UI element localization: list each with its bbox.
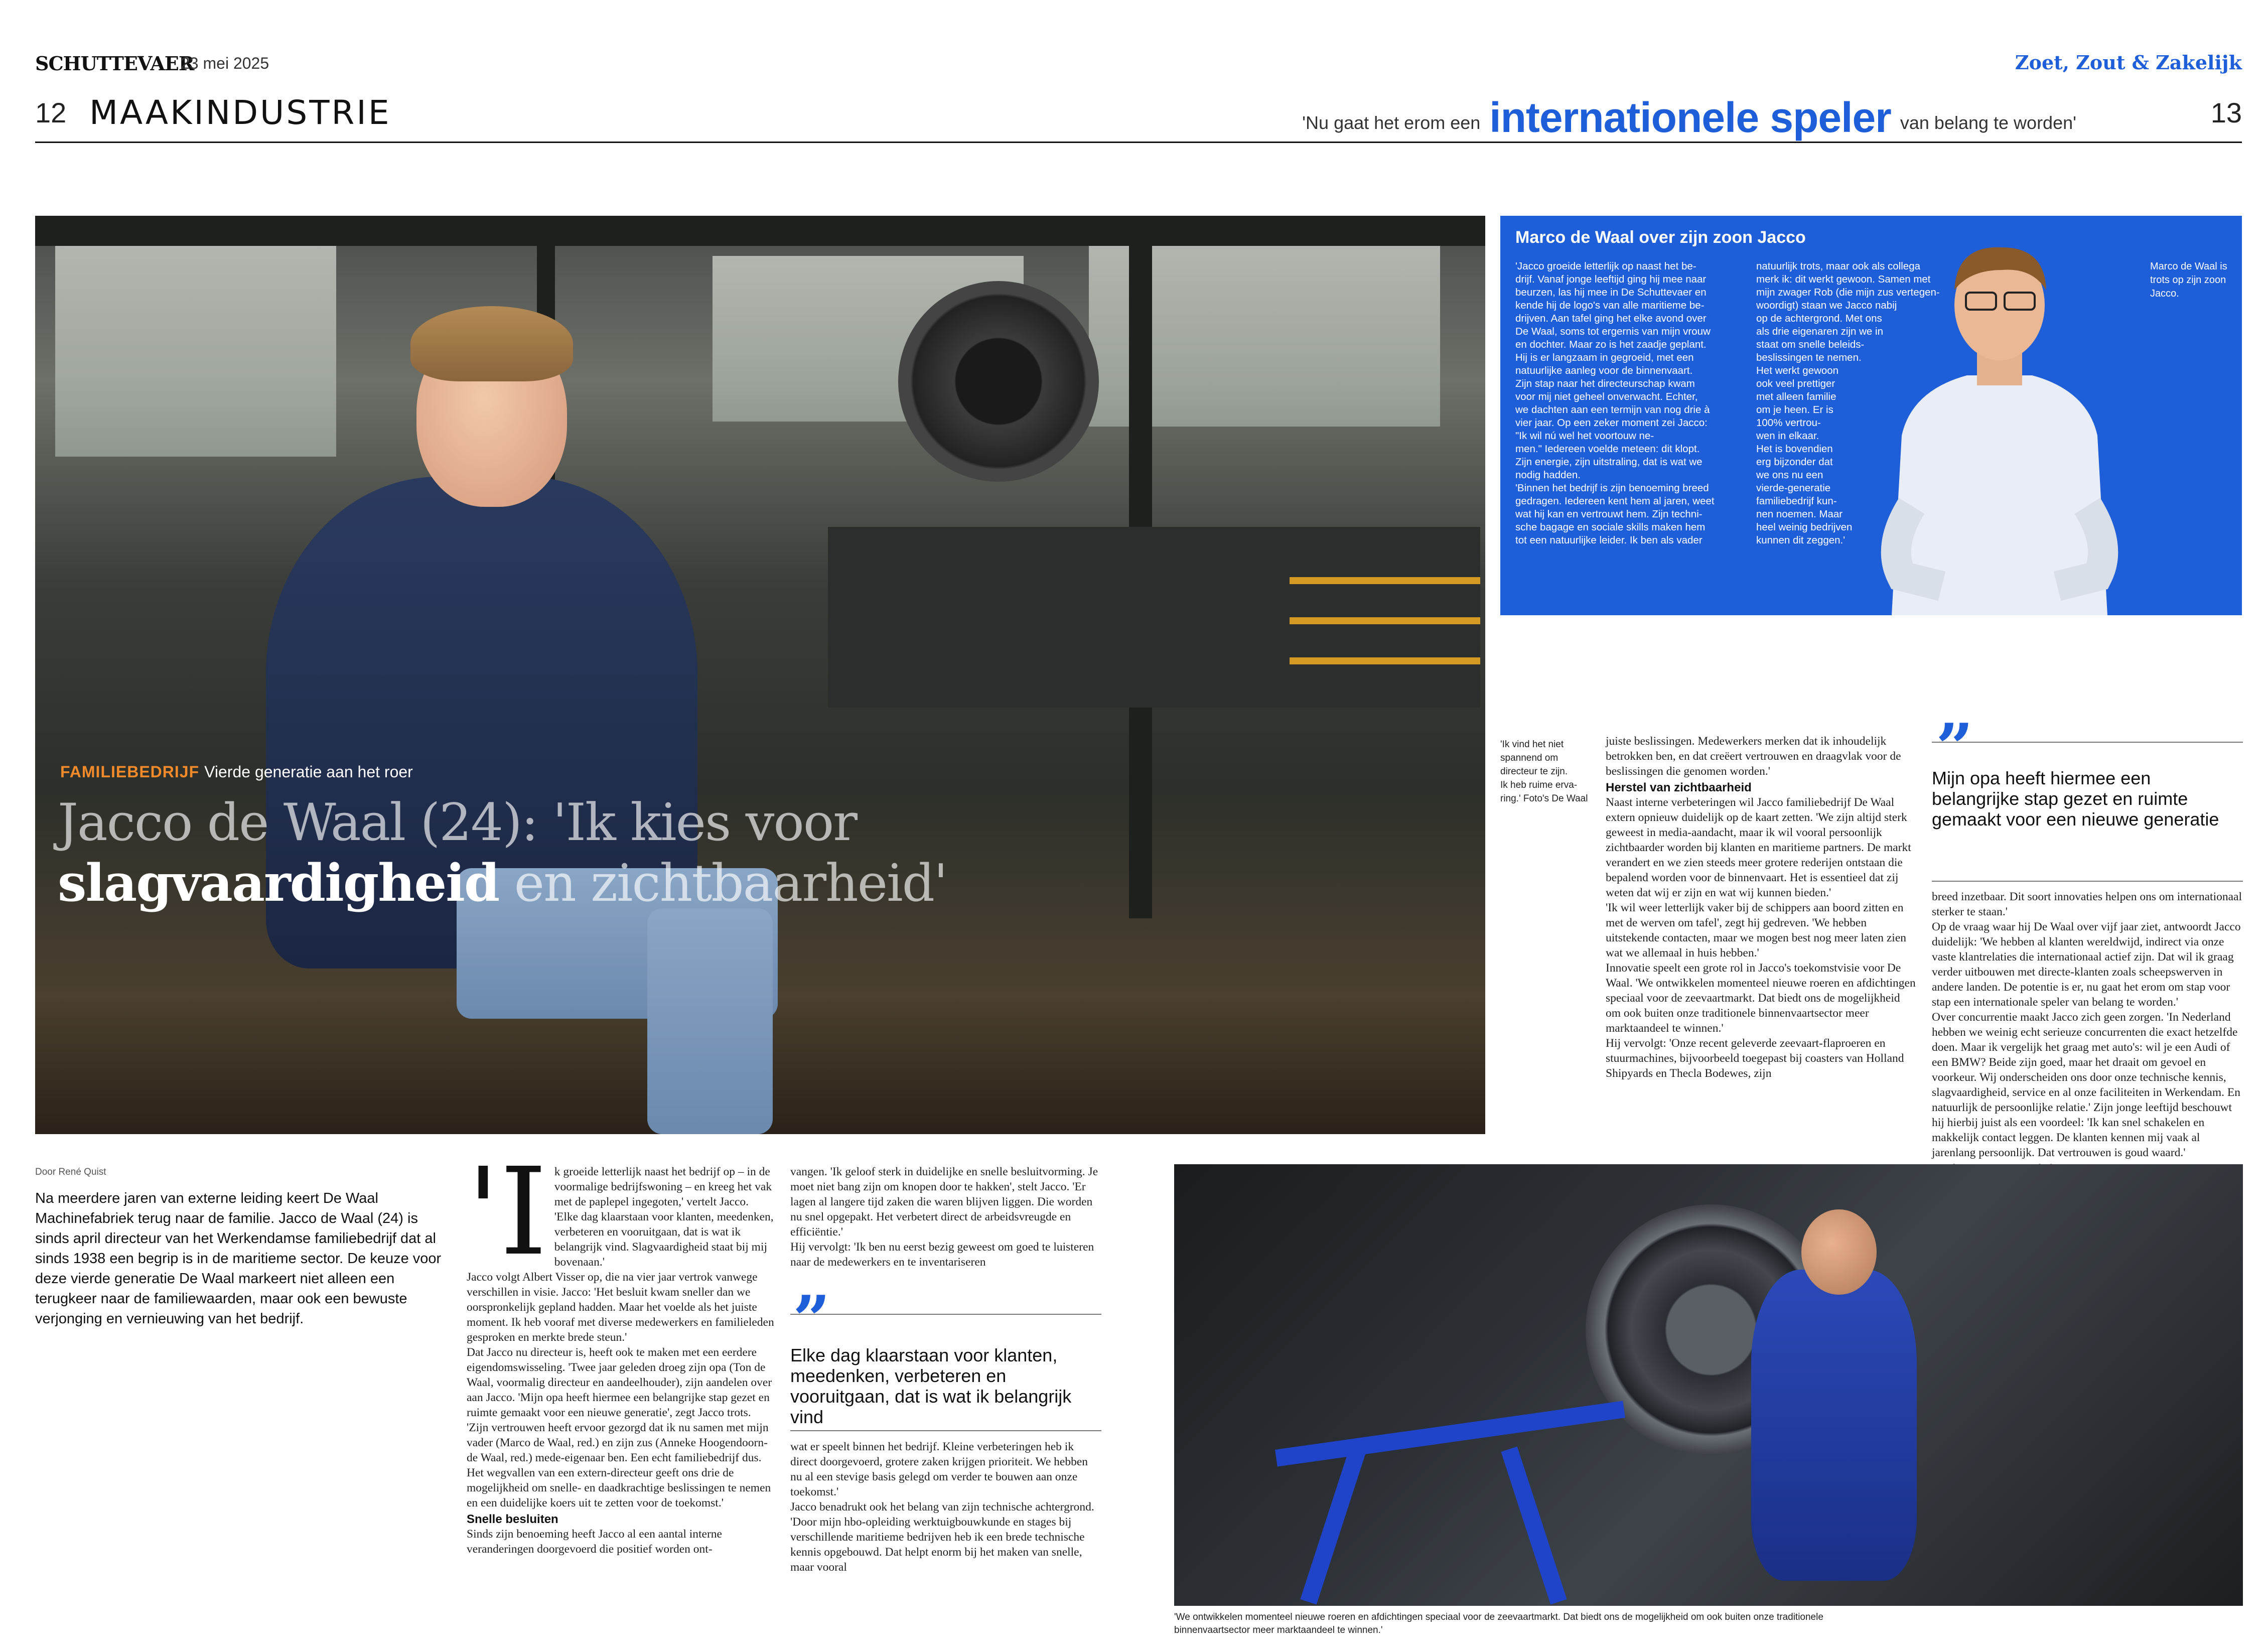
section-label-right: Zoet, Zout & Zakelijk (2015, 51, 2242, 74)
blue-stand (1300, 1447, 1366, 1605)
running-headline-post: van belang te worden' (1900, 112, 2076, 133)
photo-caption-hero: 'Ik vind het niet spannend om directeur te zijn. Ik heb ruime erva- ring.' Foto's De Waal (1500, 739, 1588, 804)
paragraph: Hij vervolgt: 'Onze recent geleverde zeevaart-flaproeren en stuurmachines, bijvoorbeeld toegepast bij coasters van Holland Shipyards en Thecla Bodewes, zijn (1606, 1037, 1904, 1080)
article-column-2-continued (790, 1439, 1101, 1575)
paragraph: wat er speelt binnen het bedrijf. Kleine verbeteringen heb ik direct doorgevoerd, grotere zaken krijgen prioriteit. We hebben nu al een stevige basis gelegd om verder te bouwen aan onze toekomst.' (790, 1440, 1088, 1498)
paragraph: Innovatie speelt een grote rol in Jacco's toekomstvisie voor De Waal. 'We ontwikkelen momenteel nieuwe roeren en afdichtingen speciaal voor de zeevaartmarkt. Dat biedt ons de mogelijkheid om ook buiten onze traditionele binnenvaartsector meer marktaandeel te winnen.' (1606, 961, 1916, 1035)
sidebar-box (1500, 216, 2242, 615)
paragraph: Dat Jacco nu directeur is, heeft ook te maken met een eerdere eigendomswisseling. 'Twee jaar geleden droeg zijn opa (Ton de Waal, voormalig directeur en aandeelhouder), zijn aandelen over aan Jacco. 'Mijn opa heeft hiermee een belangrijke stap gezet en ruimte gemaakt voor een nieuwe generatie', zegt Jacco trots. 'Zijn vertrouwen heeft ervoor gezorgd dat ik nu samen met mijn vader (Marco de Waal, red.) en zijn zus (Anneke Hoogendoorn-de Waal, red.) mede-eigenaar ben. Een echt familiebedrijf dus. Het wegvallen van een extern-directeur geeft ons drie de mogelijkheid om snelle- en daadkrachtige beslissingen te nemen en een duidelijke koers uit te zetten voor de toekomst.' (467, 1346, 772, 1509)
issue-date: 23 mei 2025 (181, 54, 269, 72)
subheading: Herstel van zichtbaarheid (1606, 781, 1752, 794)
paragraph: Jacco volgt Albert Visser op, die na vier jaar vertrok vanwege verschillen in visie. Jacco: 'Het besluit kwam sneller dan we oorspronkelijk gepland hadden. Maar het voelde als het juiste moment. Ik heb vooraf met diverse medewerkers en familieleden gesproken en merkte brede steun.' (467, 1271, 774, 1344)
yellow-railing (1290, 657, 1480, 664)
header-rule (35, 142, 2242, 143)
quote-rule (790, 1314, 1101, 1315)
masthead-logo: SCHUTTEVAER (35, 52, 194, 75)
running-headline-pre: 'Nu gaat het erom een (1302, 112, 1481, 133)
portrait-marco (1882, 225, 2117, 615)
paragraph: breed inzetbaar. Dit soort innovaties helpen ons om internationaal sterker te staan.' (1932, 890, 2242, 918)
hero-photo (35, 216, 1485, 1134)
workshop-photo (1174, 1164, 2243, 1606)
paragraph: vangen. 'Ik geloof sterk in duidelijke en snelle besluitvorming. Je moet niet bang zijn om knopen door te hakken', stelt Jacco. 'Er lagen al langere tijd zaken die waren blijven liggen. Die worden nu snel opgepakt. Het verbetert direct de arbeidsvreugde en efficiëntie.' (790, 1165, 1098, 1238)
headline-rest: en zichtbaarheid' (499, 854, 947, 913)
winch-wheel (898, 281, 1099, 482)
jeans-leg (647, 908, 773, 1134)
quote-rule (1932, 742, 2243, 743)
byline: Door René Quist (35, 1167, 106, 1177)
hair (410, 306, 573, 381)
blue-stand (1501, 1447, 1567, 1605)
sidebar-column-1: 'Jacco groeide letterlijk op naast het be- drijf. Vanaf jonge leeftijd ging hij mee naar beurzen, las hij mee in De Schuttevaer en kende hij de logo's van alle maritieme be- drijven. Aan tafel ging het elke avond over De Waal, soms tot ergernis van mijn vrouw en dochter. Maar zo is het zaadje geplant. Hij is er langzaam in gegroeid, met een natuurlijke aanleg voor de binnenvaart. Zijn stap naar het directeurschap kwam voor mij niet geheel onverwacht. Echter, we dachten aan een termijn van nog drie à vier jaar. Op een zeker moment zei Jacco: "Ik wil nú wel het voortouw ne- men." Iedereen voelde meteen: dit klopt. Zijn energie, zijn uitstraling, dat is wat we nodig hadden. 'Binnen het bedrijf is zijn benoeming breed gedragen. Iedereen kent hem al jaren, weet wat hij kan en vertrouwt hem. Zijn techni- sche bagage en sociale skills maken hem tot een natuurlijke leider. Ik ben als vader (1515, 260, 1715, 546)
yellow-railing (1290, 617, 1480, 624)
article-lead: Na meerdere jaren van externe leiding keert De Waal Machinefabriek terug naar de familie. Jacco de Waal (24) is sinds april directeur van het Werkendamse familiebedrijf dat al sinds 1938 een begrip is in de maritieme sector. De keuze voor deze vierde generatie De Waal markeert niet alleen een terugkeer naar de familiewaarden, maar ook een bewuste verjonging en vernieuwing van het bedrijf. (35, 1190, 442, 1327)
paragraph: 'Ik wil weer letterlijk vaker bij de schippers aan boord zitten en met de werven om tafel', zegt hij gedreven. 'We hebben uitstekende contacten, maar we mogen best nog meer laten zien wat we allemaal in huis hebben.' (1606, 901, 1907, 959)
headline-line-1: Jacco de Waal (24): 'Ik kies voor (58, 793, 857, 853)
quote-mark-icon: ” (793, 1281, 830, 1358)
pull-quote: Mijn opa heeft hiermee een belangrijke stap gezet en ruimte gemaakt voor een nieuwe generatie (1932, 768, 2219, 830)
workshop-photo-caption: 'We ontwikkelen momenteel nieuwe roeren en afdichtingen speciaal voor de zeevaartmarkt. Dat biedt ons de mogelijkheid om ook buiten onze traditionele binnenvaartsector meer marktaandeel te winnen.' (1174, 1612, 1823, 1635)
running-headline-highlight: internationele speler (1489, 94, 1891, 141)
portrait-jacco (266, 266, 818, 1134)
worker-overalls (1751, 1270, 1917, 1581)
headline-line-2 (58, 853, 947, 913)
paragraph: Op de vraag waar hij De Waal over vijf jaar ziet, antwoordt Jacco duidelijk: 'We hebben al klanten wereldwijd, indirect via onze vaste klantrelaties die internationaal actief zijn. Dat wil ik graag verder uitbouwen met directe-klanten zoals scheepswerven in andere landen. De potentie is er, nu gaat het erom om stap voor stap een internationale speler van belang te worden.' (1932, 920, 2241, 1009)
section-title: MAAKINDUSTRIE (89, 93, 391, 132)
page-number-right: 13 (2210, 97, 2242, 128)
worker-head (1801, 1209, 1877, 1295)
kicker-subtitle: Vierde generatie aan het roer (204, 763, 413, 781)
quote-mark-icon: ” (1936, 709, 1973, 786)
article-column-2 (790, 1164, 1101, 1270)
running-headline (1302, 93, 2076, 142)
paragraph: Sinds zijn benoeming heeft Jacco al een aantal interne veranderingen doorgevoerd die positief worden ont- (467, 1528, 722, 1556)
article-column-1 (467, 1142, 775, 1557)
yellow-railing (1290, 577, 1480, 584)
article-column-3 (1606, 734, 1917, 1081)
kicker-label: FAMILIEBEDRIJF (60, 763, 200, 781)
page-number-left: 12 (35, 97, 67, 128)
headline-emphasis: slagvaardigheid (58, 853, 499, 913)
blue-stand (1275, 1401, 1625, 1466)
paragraph: Jacco benadrukt ook het belang van zijn technische achtergrond. 'Door mijn hbo-opleiding werktuigbouwkunde en stages bij verschillende maritieme bedrijven heb ik een brede technische kennis opgebouwd. Dat helpt enorm bij het maken van snelle, maar vooral (790, 1500, 1094, 1574)
paragraph: Hij vervolgt: 'Ik ben nu eerst bezig geweest om goed te luisteren naar de medewerkers en te inventariseren (790, 1241, 1094, 1269)
quote-rule (1932, 881, 2243, 882)
subheading: Snelle besluiten (467, 1512, 558, 1526)
quote-rule (790, 1430, 1101, 1431)
paragraph: Naast interne verbeteringen wil Jacco familiebedrijf De Waal extern opnieuw duidelijk op de kaart zetten. 'We zijn altijd sterk geweest in media-aandacht, maar ik wil vooral persoonlijk zichtbaarder worden bij klanten en maritieme partners. De markt verandert en we zien steeds meer grotere rederijen ontstaan die bepalend worden voor de binnenvaart. Het is essentieel dat zij weten dat wij er zijn en wat wij kunnen bieden.' (1606, 796, 1911, 899)
pull-quote: Elke dag klaarstaan voor klanten, meedenken, verbeteren en vooruitgaan, dat is wat ik belangrijk vind (790, 1345, 1072, 1427)
sidebar-title: Marco de Waal over zijn zoon Jacco (1515, 228, 1806, 247)
paragraph: juiste beslissingen. Medewerkers merken dat ik inhoudelijk betrokken ben, en dat creëert vertrouwen en draagvlak voor de beslissingen die genomen worden.' (1606, 735, 1901, 778)
sidebar-column-2: natuurlijk trots, maar ook als collega merk ik: dit werkt gewoon. Samen met mijn zwager Rob (die mijn zus vertegen- woordigt) staan we Jacco nabij op de achtergrond. Met ons als drie eigenaren zijn we in staat om snelle beleids- beslissingen te nemen. Het werkt gewoon ook veel prettiger met alleen familie om je heen. Er is 100% vertrou- wen in elkaar. Het is bovendien erg bijzonder dat we ons nu een vierde-generatie familiebedrijf kun- nen noemen. Maar heel weinig bedrijven kunnen dit zeggen.' (1756, 260, 1940, 546)
paragraph: Over concurrentie maakt Jacco zich geen zorgen. 'In Nederland hebben we weinig echt serieuze concurrenten die exact hetzelfde doen. Maar ik vergelijk het graag met auto's: wil je een Audi of een BMW? Beide zijn goed, maar het draait om gevoel en voorkeur. Wij onderscheiden ons door onze technische kennis, slagvaardigheid, service en al onze faciliteiten in Werkendam. En natuurlijk de persoonlijke relatie.' Zijn jonge leeftijd beschouwt hij hierbij juist als een voordeel: 'Ik kan snel schakelen en makkelijk contact leggen. De klanten kennen mij vaak al jarenlang persoonlijk. Dat vertrouwen is goud waard.' (1932, 1011, 2240, 1159)
drop-cap: 'I (467, 1142, 547, 1282)
hero-kicker (60, 763, 413, 781)
roof-beam (35, 216, 1485, 246)
sidebar-photo-caption: Marco de Waal is trots op zijn zoon Jacco. (2150, 261, 2227, 299)
paragraph: k groeide letterlijk naast het bedrijf op – in de voormalige bedrijfswoning – en kreeg het vak met de paplepel ingegoten,' vertelt Jacco. 'Elke dag klaarstaan voor klanten, meedenken, verbeteren en vooruitgaan, dat is wat ik belangrijk vind. Slagvaardigheid staat bij mij bovenaan.' (554, 1165, 774, 1269)
